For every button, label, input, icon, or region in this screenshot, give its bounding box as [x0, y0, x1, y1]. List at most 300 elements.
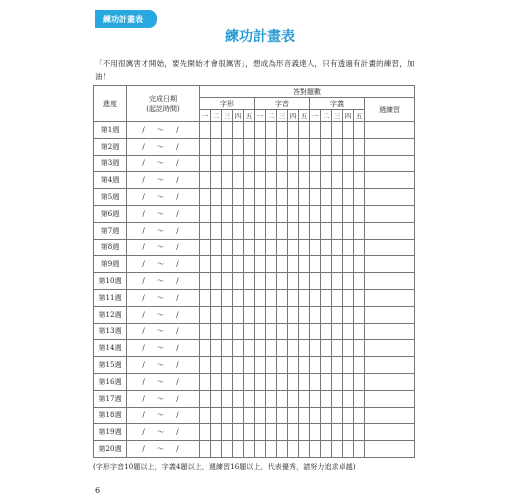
score-cell[interactable]: [200, 407, 211, 424]
score-cell[interactable]: [343, 357, 354, 374]
weekly-practice-cell[interactable]: [365, 138, 415, 155]
score-cell[interactable]: [332, 222, 343, 239]
score-cell[interactable]: [332, 122, 343, 139]
score-cell[interactable]: [255, 357, 266, 374]
score-cell[interactable]: [343, 407, 354, 424]
score-cell[interactable]: [211, 189, 222, 206]
score-cell[interactable]: [354, 122, 365, 139]
score-cell[interactable]: [255, 373, 266, 390]
weekly-practice-cell[interactable]: [365, 390, 415, 407]
score-cell[interactable]: [200, 239, 211, 256]
score-cell[interactable]: [288, 441, 299, 458]
score-cell[interactable]: [255, 155, 266, 172]
score-cell[interactable]: [244, 122, 255, 139]
score-cell[interactable]: [354, 138, 365, 155]
score-cell[interactable]: [211, 172, 222, 189]
score-cell[interactable]: [288, 205, 299, 222]
date-range-cell[interactable]: / ～ /: [127, 441, 200, 458]
score-cell[interactable]: [288, 289, 299, 306]
score-cell[interactable]: [343, 122, 354, 139]
score-cell[interactable]: [354, 222, 365, 239]
score-cell[interactable]: [277, 189, 288, 206]
weekly-practice-cell[interactable]: [365, 441, 415, 458]
score-cell[interactable]: [354, 373, 365, 390]
score-cell[interactable]: [321, 373, 332, 390]
score-cell[interactable]: [288, 424, 299, 441]
score-cell[interactable]: [310, 172, 321, 189]
score-cell[interactable]: [310, 155, 321, 172]
score-cell[interactable]: [299, 189, 310, 206]
weekly-practice-cell[interactable]: [365, 205, 415, 222]
score-cell[interactable]: [222, 424, 233, 441]
score-cell[interactable]: [288, 323, 299, 340]
score-cell[interactable]: [321, 323, 332, 340]
score-cell[interactable]: [354, 273, 365, 290]
score-cell[interactable]: [299, 273, 310, 290]
score-cell[interactable]: [299, 222, 310, 239]
score-cell[interactable]: [343, 441, 354, 458]
score-cell[interactable]: [222, 122, 233, 139]
date-range-cell[interactable]: / ～ /: [127, 205, 200, 222]
score-cell[interactable]: [266, 222, 277, 239]
score-cell[interactable]: [288, 390, 299, 407]
score-cell[interactable]: [244, 323, 255, 340]
score-cell[interactable]: [255, 256, 266, 273]
score-cell[interactable]: [354, 424, 365, 441]
score-cell[interactable]: [277, 407, 288, 424]
score-cell[interactable]: [299, 441, 310, 458]
score-cell[interactable]: [222, 407, 233, 424]
score-cell[interactable]: [200, 424, 211, 441]
score-cell[interactable]: [222, 239, 233, 256]
score-cell[interactable]: [233, 155, 244, 172]
score-cell[interactable]: [200, 390, 211, 407]
score-cell[interactable]: [321, 205, 332, 222]
score-cell[interactable]: [233, 239, 244, 256]
score-cell[interactable]: [244, 390, 255, 407]
score-cell[interactable]: [288, 222, 299, 239]
score-cell[interactable]: [277, 256, 288, 273]
score-cell[interactable]: [299, 373, 310, 390]
weekly-practice-cell[interactable]: [365, 289, 415, 306]
score-cell[interactable]: [310, 340, 321, 357]
score-cell[interactable]: [354, 172, 365, 189]
score-cell[interactable]: [299, 390, 310, 407]
score-cell[interactable]: [354, 306, 365, 323]
date-range-cell[interactable]: / ～ /: [127, 323, 200, 340]
score-cell[interactable]: [332, 172, 343, 189]
score-cell[interactable]: [343, 222, 354, 239]
score-cell[interactable]: [343, 273, 354, 290]
score-cell[interactable]: [200, 122, 211, 139]
score-cell[interactable]: [255, 390, 266, 407]
score-cell[interactable]: [233, 441, 244, 458]
weekly-practice-cell[interactable]: [365, 323, 415, 340]
score-cell[interactable]: [244, 155, 255, 172]
score-cell[interactable]: [266, 172, 277, 189]
score-cell[interactable]: [211, 155, 222, 172]
score-cell[interactable]: [343, 205, 354, 222]
score-cell[interactable]: [277, 273, 288, 290]
score-cell[interactable]: [211, 289, 222, 306]
score-cell[interactable]: [332, 323, 343, 340]
score-cell[interactable]: [310, 323, 321, 340]
score-cell[interactable]: [310, 256, 321, 273]
score-cell[interactable]: [299, 122, 310, 139]
score-cell[interactable]: [255, 273, 266, 290]
score-cell[interactable]: [321, 289, 332, 306]
score-cell[interactable]: [233, 122, 244, 139]
score-cell[interactable]: [332, 357, 343, 374]
score-cell[interactable]: [200, 323, 211, 340]
score-cell[interactable]: [299, 407, 310, 424]
score-cell[interactable]: [233, 323, 244, 340]
weekly-practice-cell[interactable]: [365, 273, 415, 290]
score-cell[interactable]: [321, 424, 332, 441]
score-cell[interactable]: [310, 306, 321, 323]
score-cell[interactable]: [277, 138, 288, 155]
score-cell[interactable]: [233, 357, 244, 374]
score-cell[interactable]: [266, 155, 277, 172]
score-cell[interactable]: [266, 273, 277, 290]
score-cell[interactable]: [244, 239, 255, 256]
score-cell[interactable]: [332, 189, 343, 206]
score-cell[interactable]: [354, 155, 365, 172]
score-cell[interactable]: [244, 222, 255, 239]
score-cell[interactable]: [332, 407, 343, 424]
score-cell[interactable]: [321, 273, 332, 290]
score-cell[interactable]: [222, 155, 233, 172]
score-cell[interactable]: [332, 289, 343, 306]
score-cell[interactable]: [354, 407, 365, 424]
score-cell[interactable]: [233, 306, 244, 323]
score-cell[interactable]: [332, 340, 343, 357]
score-cell[interactable]: [277, 306, 288, 323]
score-cell[interactable]: [310, 373, 321, 390]
score-cell[interactable]: [343, 189, 354, 206]
date-range-cell[interactable]: / ～ /: [127, 239, 200, 256]
score-cell[interactable]: [310, 441, 321, 458]
score-cell[interactable]: [343, 172, 354, 189]
score-cell[interactable]: [244, 373, 255, 390]
score-cell[interactable]: [310, 239, 321, 256]
score-cell[interactable]: [200, 357, 211, 374]
score-cell[interactable]: [244, 205, 255, 222]
score-cell[interactable]: [288, 239, 299, 256]
score-cell[interactable]: [277, 239, 288, 256]
score-cell[interactable]: [321, 357, 332, 374]
score-cell[interactable]: [277, 289, 288, 306]
score-cell[interactable]: [233, 390, 244, 407]
score-cell[interactable]: [244, 424, 255, 441]
score-cell[interactable]: [332, 256, 343, 273]
score-cell[interactable]: [244, 306, 255, 323]
score-cell[interactable]: [288, 138, 299, 155]
score-cell[interactable]: [200, 222, 211, 239]
score-cell[interactable]: [255, 323, 266, 340]
score-cell[interactable]: [266, 205, 277, 222]
weekly-practice-cell[interactable]: [365, 189, 415, 206]
score-cell[interactable]: [299, 357, 310, 374]
score-cell[interactable]: [222, 340, 233, 357]
score-cell[interactable]: [233, 172, 244, 189]
weekly-practice-cell[interactable]: [365, 424, 415, 441]
score-cell[interactable]: [354, 323, 365, 340]
score-cell[interactable]: [211, 205, 222, 222]
score-cell[interactable]: [233, 256, 244, 273]
score-cell[interactable]: [288, 122, 299, 139]
weekly-practice-cell[interactable]: [365, 256, 415, 273]
score-cell[interactable]: [244, 289, 255, 306]
score-cell[interactable]: [343, 373, 354, 390]
score-cell[interactable]: [255, 424, 266, 441]
score-cell[interactable]: [332, 373, 343, 390]
score-cell[interactable]: [266, 138, 277, 155]
score-cell[interactable]: [266, 289, 277, 306]
score-cell[interactable]: [288, 373, 299, 390]
score-cell[interactable]: [277, 122, 288, 139]
score-cell[interactable]: [343, 289, 354, 306]
weekly-practice-cell[interactable]: [365, 172, 415, 189]
score-cell[interactable]: [222, 256, 233, 273]
score-cell[interactable]: [222, 189, 233, 206]
score-cell[interactable]: [211, 323, 222, 340]
score-cell[interactable]: [288, 357, 299, 374]
weekly-practice-cell[interactable]: [365, 222, 415, 239]
score-cell[interactable]: [354, 357, 365, 374]
score-cell[interactable]: [211, 441, 222, 458]
score-cell[interactable]: [244, 138, 255, 155]
score-cell[interactable]: [222, 222, 233, 239]
score-cell[interactable]: [343, 256, 354, 273]
score-cell[interactable]: [200, 373, 211, 390]
score-cell[interactable]: [310, 289, 321, 306]
score-cell[interactable]: [244, 172, 255, 189]
score-cell[interactable]: [332, 205, 343, 222]
score-cell[interactable]: [200, 205, 211, 222]
score-cell[interactable]: [211, 357, 222, 374]
score-cell[interactable]: [277, 205, 288, 222]
score-cell[interactable]: [310, 357, 321, 374]
score-cell[interactable]: [266, 357, 277, 374]
score-cell[interactable]: [321, 239, 332, 256]
score-cell[interactable]: [222, 306, 233, 323]
score-cell[interactable]: [288, 407, 299, 424]
score-cell[interactable]: [277, 155, 288, 172]
score-cell[interactable]: [266, 122, 277, 139]
score-cell[interactable]: [277, 340, 288, 357]
score-cell[interactable]: [354, 189, 365, 206]
score-cell[interactable]: [299, 239, 310, 256]
score-cell[interactable]: [321, 390, 332, 407]
score-cell[interactable]: [310, 222, 321, 239]
score-cell[interactable]: [310, 407, 321, 424]
score-cell[interactable]: [211, 340, 222, 357]
date-range-cell[interactable]: / ～ /: [127, 306, 200, 323]
score-cell[interactable]: [332, 273, 343, 290]
score-cell[interactable]: [354, 441, 365, 458]
date-range-cell[interactable]: / ～ /: [127, 390, 200, 407]
weekly-practice-cell[interactable]: [365, 306, 415, 323]
score-cell[interactable]: [332, 239, 343, 256]
score-cell[interactable]: [277, 323, 288, 340]
score-cell[interactable]: [299, 340, 310, 357]
weekly-practice-cell[interactable]: [365, 122, 415, 139]
score-cell[interactable]: [299, 256, 310, 273]
date-range-cell[interactable]: / ～ /: [127, 122, 200, 139]
score-cell[interactable]: [211, 306, 222, 323]
score-cell[interactable]: [200, 306, 211, 323]
score-cell[interactable]: [255, 205, 266, 222]
score-cell[interactable]: [255, 172, 266, 189]
score-cell[interactable]: [222, 172, 233, 189]
score-cell[interactable]: [255, 189, 266, 206]
score-cell[interactable]: [244, 256, 255, 273]
date-range-cell[interactable]: / ～ /: [127, 172, 200, 189]
score-cell[interactable]: [310, 424, 321, 441]
score-cell[interactable]: [222, 273, 233, 290]
score-cell[interactable]: [299, 424, 310, 441]
score-cell[interactable]: [299, 205, 310, 222]
score-cell[interactable]: [244, 407, 255, 424]
score-cell[interactable]: [233, 424, 244, 441]
score-cell[interactable]: [222, 138, 233, 155]
score-cell[interactable]: [354, 256, 365, 273]
score-cell[interactable]: [222, 357, 233, 374]
score-cell[interactable]: [233, 340, 244, 357]
score-cell[interactable]: [222, 373, 233, 390]
score-cell[interactable]: [277, 172, 288, 189]
date-range-cell[interactable]: / ～ /: [127, 273, 200, 290]
score-cell[interactable]: [211, 273, 222, 290]
score-cell[interactable]: [200, 172, 211, 189]
score-cell[interactable]: [266, 407, 277, 424]
score-cell[interactable]: [266, 306, 277, 323]
score-cell[interactable]: [211, 390, 222, 407]
score-cell[interactable]: [343, 138, 354, 155]
score-cell[interactable]: [321, 340, 332, 357]
score-cell[interactable]: [200, 138, 211, 155]
score-cell[interactable]: [321, 189, 332, 206]
date-range-cell[interactable]: / ～ /: [127, 138, 200, 155]
date-range-cell[interactable]: / ～ /: [127, 256, 200, 273]
date-range-cell[interactable]: / ～ /: [127, 289, 200, 306]
score-cell[interactable]: [233, 189, 244, 206]
score-cell[interactable]: [222, 390, 233, 407]
score-cell[interactable]: [211, 256, 222, 273]
score-cell[interactable]: [299, 172, 310, 189]
score-cell[interactable]: [354, 205, 365, 222]
score-cell[interactable]: [288, 273, 299, 290]
score-cell[interactable]: [244, 441, 255, 458]
score-cell[interactable]: [321, 122, 332, 139]
score-cell[interactable]: [266, 323, 277, 340]
score-cell[interactable]: [222, 323, 233, 340]
score-cell[interactable]: [211, 239, 222, 256]
score-cell[interactable]: [299, 155, 310, 172]
score-cell[interactable]: [321, 138, 332, 155]
score-cell[interactable]: [288, 189, 299, 206]
score-cell[interactable]: [266, 239, 277, 256]
score-cell[interactable]: [321, 306, 332, 323]
score-cell[interactable]: [299, 289, 310, 306]
date-range-cell[interactable]: / ～ /: [127, 373, 200, 390]
score-cell[interactable]: [255, 222, 266, 239]
score-cell[interactable]: [255, 239, 266, 256]
score-cell[interactable]: [343, 340, 354, 357]
score-cell[interactable]: [244, 357, 255, 374]
score-cell[interactable]: [255, 138, 266, 155]
score-cell[interactable]: [288, 155, 299, 172]
score-cell[interactable]: [266, 189, 277, 206]
score-cell[interactable]: [310, 138, 321, 155]
score-cell[interactable]: [343, 155, 354, 172]
score-cell[interactable]: [266, 441, 277, 458]
score-cell[interactable]: [277, 390, 288, 407]
date-range-cell[interactable]: / ～ /: [127, 357, 200, 374]
score-cell[interactable]: [277, 222, 288, 239]
weekly-practice-cell[interactable]: [365, 239, 415, 256]
score-cell[interactable]: [310, 189, 321, 206]
score-cell[interactable]: [211, 373, 222, 390]
score-cell[interactable]: [321, 407, 332, 424]
score-cell[interactable]: [211, 424, 222, 441]
score-cell[interactable]: [354, 390, 365, 407]
score-cell[interactable]: [277, 357, 288, 374]
score-cell[interactable]: [233, 289, 244, 306]
score-cell[interactable]: [222, 205, 233, 222]
score-cell[interactable]: [266, 340, 277, 357]
score-cell[interactable]: [233, 407, 244, 424]
score-cell[interactable]: [233, 138, 244, 155]
weekly-practice-cell[interactable]: [365, 357, 415, 374]
score-cell[interactable]: [222, 441, 233, 458]
score-cell[interactable]: [310, 205, 321, 222]
date-range-cell[interactable]: / ～ /: [127, 424, 200, 441]
date-range-cell[interactable]: / ～ /: [127, 407, 200, 424]
score-cell[interactable]: [266, 373, 277, 390]
weekly-practice-cell[interactable]: [365, 155, 415, 172]
score-cell[interactable]: [255, 306, 266, 323]
score-cell[interactable]: [211, 138, 222, 155]
weekly-practice-cell[interactable]: [365, 407, 415, 424]
score-cell[interactable]: [255, 407, 266, 424]
score-cell[interactable]: [233, 205, 244, 222]
score-cell[interactable]: [244, 189, 255, 206]
score-cell[interactable]: [288, 172, 299, 189]
score-cell[interactable]: [299, 306, 310, 323]
weekly-practice-cell[interactable]: [365, 373, 415, 390]
score-cell[interactable]: [200, 256, 211, 273]
score-cell[interactable]: [343, 323, 354, 340]
date-range-cell[interactable]: / ～ /: [127, 340, 200, 357]
score-cell[interactable]: [354, 340, 365, 357]
score-cell[interactable]: [343, 239, 354, 256]
score-cell[interactable]: [332, 138, 343, 155]
score-cell[interactable]: [233, 273, 244, 290]
score-cell[interactable]: [244, 273, 255, 290]
score-cell[interactable]: [200, 340, 211, 357]
score-cell[interactable]: [299, 138, 310, 155]
score-cell[interactable]: [266, 424, 277, 441]
score-cell[interactable]: [332, 441, 343, 458]
score-cell[interactable]: [211, 122, 222, 139]
score-cell[interactable]: [321, 155, 332, 172]
score-cell[interactable]: [255, 289, 266, 306]
score-cell[interactable]: [277, 424, 288, 441]
score-cell[interactable]: [321, 222, 332, 239]
score-cell[interactable]: [255, 340, 266, 357]
